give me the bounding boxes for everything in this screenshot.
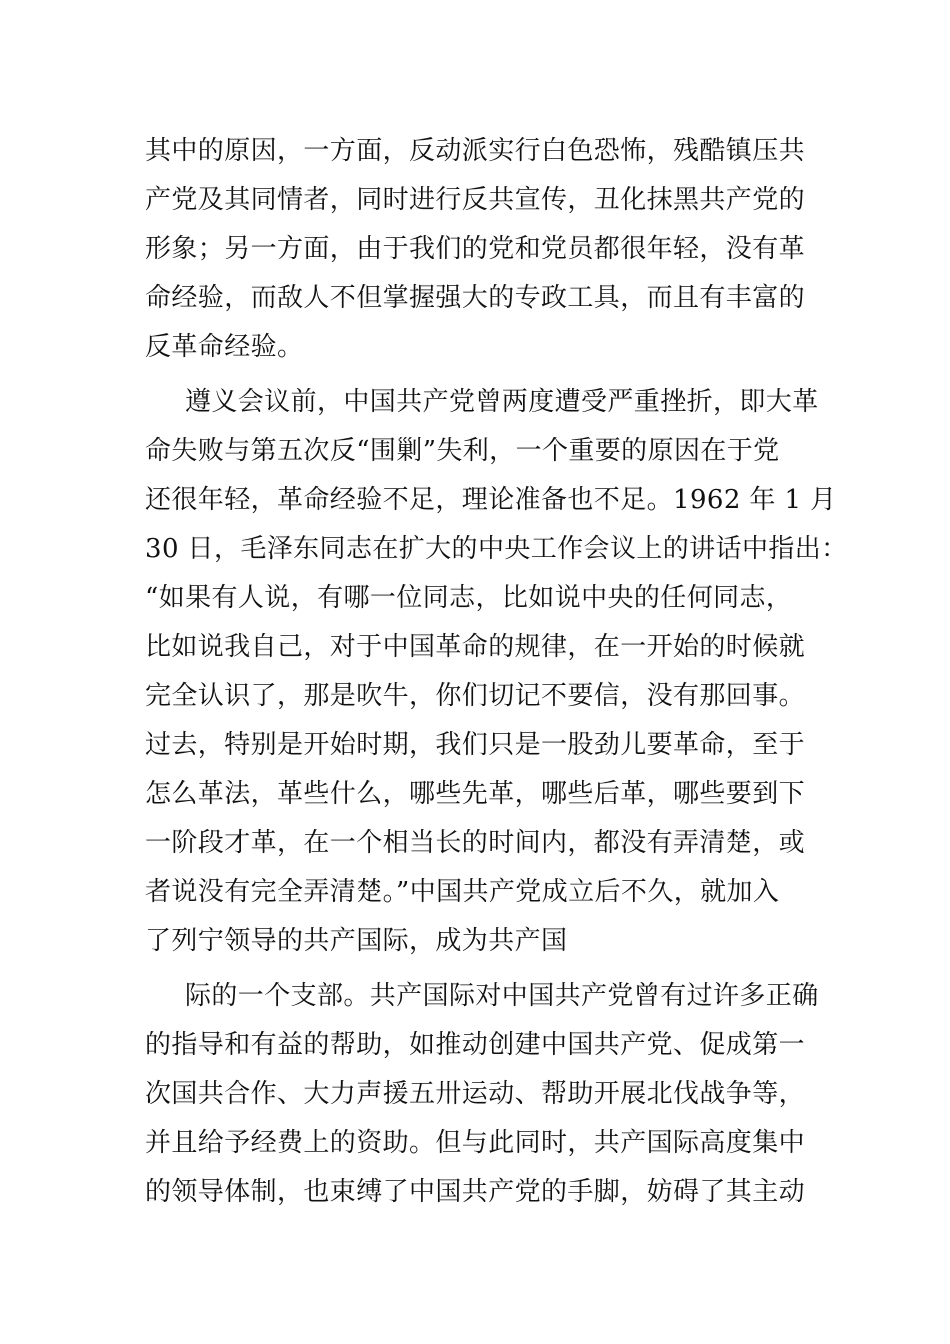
- text-line: 次国共合作、大力声援五卅运动、帮助开展北伐战争等，: [145, 1079, 806, 1109]
- text-line: 过去，特别是开始时期，我们只是一股劲儿要革命，至于: [145, 730, 806, 760]
- text-line: 产党及其同情者，同时进行反共宣传，丑化抹黑共产党的: [145, 185, 806, 215]
- text-line: 命失败与第五次反“围剿”失利，一个重要的原因在于党: [145, 436, 780, 466]
- text-line: 遵义会议前，中国共产党曾两度遭受严重挫折，即大革: [185, 387, 819, 417]
- text-line: 30 日，毛泽东同志在扩大的中央工作会议上的讲话中指出：: [145, 534, 848, 564]
- text-line: 的领导体制，也束缚了中国共产党的手脚，妨碍了其主动: [145, 1177, 806, 1207]
- text-line: 反革命经验。: [145, 332, 304, 362]
- paragraph-2: [145, 378, 848, 966]
- text-line: 怎么革法，革些什么，哪些先革，哪些后革，哪些要到下: [145, 779, 806, 809]
- text-line: 的指导和有益的帮助，如推动创建中国共产党、促成第一: [145, 1030, 806, 1060]
- paragraph-3: [145, 972, 845, 1217]
- text-line: 并且给予经费上的资助。但与此同时，共产国际高度集中: [145, 1128, 806, 1158]
- text-line: 还很年轻，革命经验不足，理论准备也不足。1962 年 1 月: [145, 485, 837, 515]
- paragraph-1: [145, 127, 845, 372]
- text-line: “如果有人说，有哪一位同志，比如说中央的任何同志，: [145, 583, 793, 613]
- text-line: 比如说我自己，对于中国革命的规律，在一开始的时候就: [145, 632, 806, 662]
- text-line: 命经验，而敌人不但掌握强大的专政工具，而且有丰富的: [145, 283, 806, 313]
- text-line: 者说没有完全弄清楚。”中国共产党成立后不久，就加入: [145, 877, 780, 907]
- text-line: 完全认识了，那是吹牛，你们切记不要信，没有那回事。: [145, 681, 806, 711]
- text-line: 了列宁领导的共产国际，成为共产国: [145, 926, 568, 956]
- document-body: [145, 127, 848, 1217]
- text-line: 形象；另一方面，由于我们的党和党员都很年轻，没有革: [145, 234, 806, 264]
- text-line: 其中的原因，一方面，反动派实行白色恐怖，残酷镇压共: [145, 136, 806, 166]
- text-line: 际的一个支部。共产国际对中国共产党曾有过许多正确: [185, 981, 819, 1011]
- text-line: 一阶段才革，在一个相当长的时间内，都没有弄清楚，或: [145, 828, 806, 858]
